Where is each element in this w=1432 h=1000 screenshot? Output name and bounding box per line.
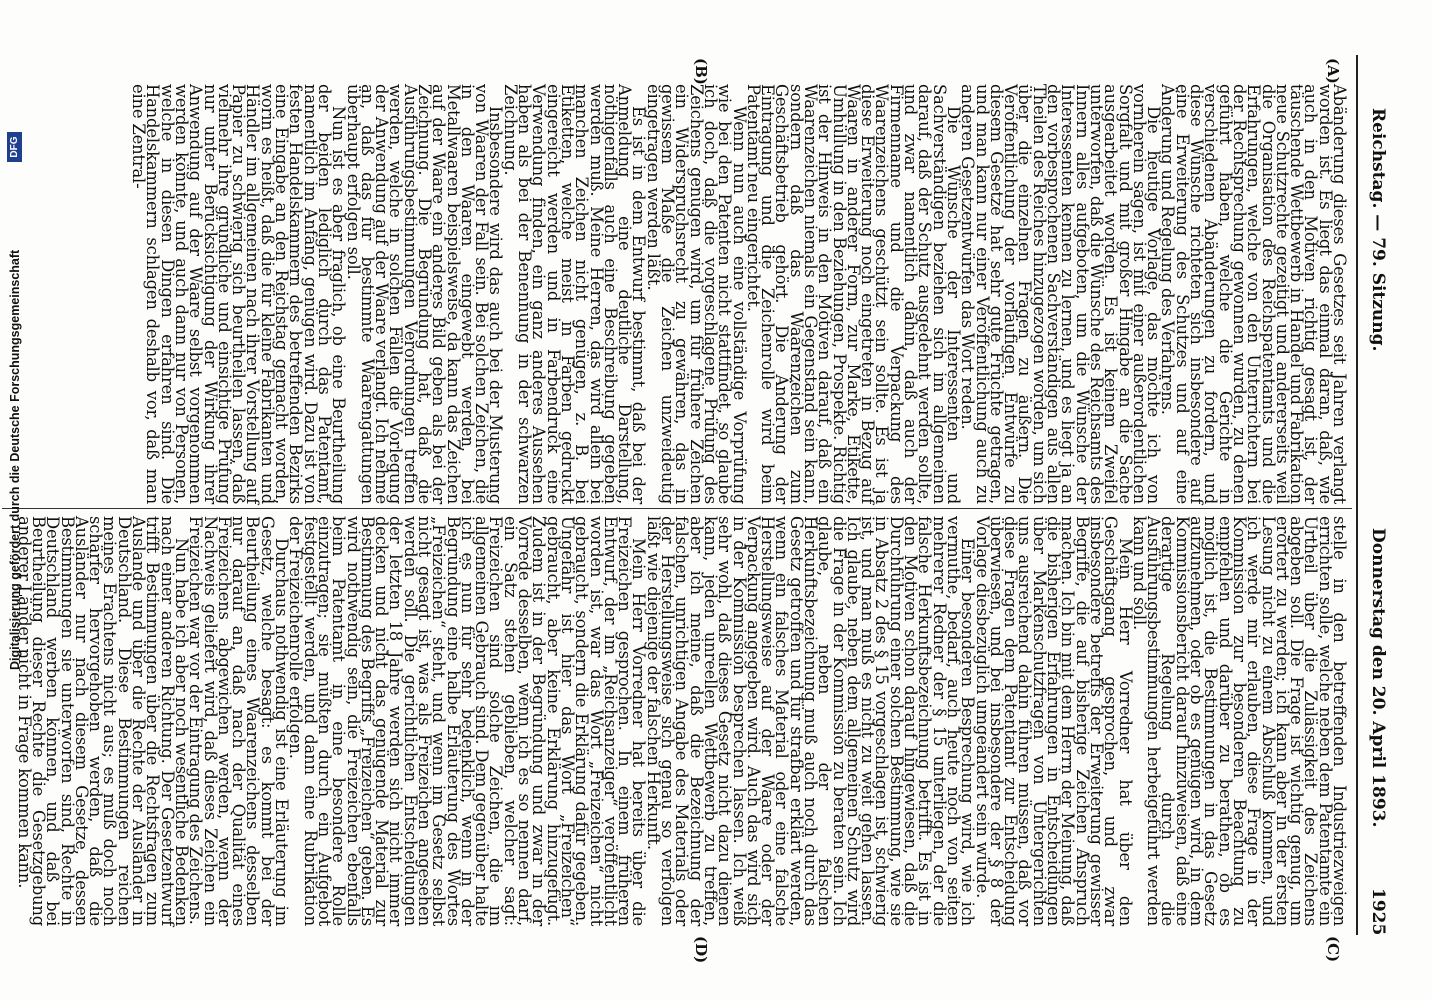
- paragraph: Mein Herr Vorredner hat über den Geschäftsgang gesprochen, und zwar insbesondere betreffs der Erweiterung gewisser Begriffe, die auf bisherige Zeichen Anspruch machen. Ich bin mit dem Herrn der Meinung, daß die bisherigen Erfahrungen in Entscheidungen über Markenschutzfragen von Untergerichten uns ausreichend dahin führen müssen, daß vor diese Fragen dem Patentamt zur Entscheidung überwiesen, und bei insbesondere der § 8 der Vorlage diesbezüglich umgeändert sein würde.: [972, 516, 1135, 926]
- paragraph: Nun ist es aber fraglich, ob eine Beurtheilung der beiden lediglich durch das Patentamt, namentlich im Anfang, genügen wird. Dazu ist von festen Handelskammern des betreffenden Bezirks eine Eingabe an den Reichstag gemacht worden, worin es heißt, daß die für kleine Fabrikanten und Händler im allgemeinen nach ihrer Vorstellung auf Papier zu schwierig sich beurtheilen lassen, daß vielmehr ihre gründliche und einsichtige Prüfung nur unter Berücksichtigung der Wirkung ihrer Anwendung auf der Waare selbst vorgenommen werden könnte, und auch dann nur von Personen, welche in diesen Dingen erfahren sind. Die Handelskammern schlagen deshalb vor, daß man eine Zentral-: [129, 84, 349, 504]
- right-text-column: [0, 516, 1349, 926]
- paragraph: Abänderung dieses Gesetzes seit Jahren verlangt worden ist. Es liegt das einmal daran, daß, wie auch in den Motiven richtig gesagt ist, der täuschende Wettbewerb in Handel und Fabrikation neue Schutzrechte gezeitigt und andererseits weil die Organisation des Reichspatentamts und die Erfahrungen, welche von den Unterrichtern bei der Rechtsprechung gewonnen wurden, zu denen geführt haben, welche die Gerichte in verschiedenen Abänderungen zu fordern, und diese Wünsche richteten sich insbesondere auf eine Erweiterung des Schutzes und auf eine Änderung und Regelung des Verfahrens.: [1158, 84, 1349, 504]
- paragraph: Die Wünsche der Interessenten und Sachverständigen beziehen sich im allgemeinen darauf, daß der Schutz ausgedehnt werden sollte, und zwar namentlich dahin, daß auch der Firmenname und die Verpackung des Waarenzeichens geschützt sein sollte. Es ist ja diese Erweiterung noch eingetreten in Bezug auf Waaren in anderer Form, zur Marke, Etikette, Umhüllung in den Beziehungen, Prospekte. Richtig ist der Hinweis in den Motiven darauf, daß ein Waarenzeichen niemals ein Gegenstand sein kann, sondern daß das Waarenzeichen zum Geschäftsbetrieb gehört. Die Änderung der Eintragung und die Zeichenrolle wird beim Patentamt neu eingerichtet.: [743, 84, 963, 504]
- paragraph: stelle in den betreffenden Industriezweigen errichten solle, welche neben dem Patentamte ein Urtheil über die Zulässigkeit des Zeichens abgeben soll. Die Frage ist wichtig genug, um erörtert zu werden; ich kann aber in der ersten Lesung nicht zu einem Abschluß kommen, und ich werde mir erlauben, diese Frage in der Kommission zur besonderen Beachtung zu empfehlen und darüber zu berathen, ob es möglich ist, die Bestimmungen in das Gesetz aufzunehmen, oder ob es genügen wird, in dem Kommissionsbericht darauf hinzuweisen, daß eine derartige Regelung durch die Ausführungsbestimmungen herbeigeführt werden kann und soll.: [1129, 516, 1349, 926]
- paragraph: Es ist in dem Entwurf bestimmt, daß bei der Anmeldung eine deutliche Darstellung, nöthigenfalls auch eine Beschreibung gegeben werden muß. Meine Herren, das wird allein bei manchen Zeichen nicht genügen, z. B. bei Etiketten, welche meist in Farben gedruckt eingereicht werden und in Farbendruck eine Verwendung finden, ein ganz anderes Aussehen haben als bei der Benennung in der schwarzen Zeichnung.: [500, 84, 649, 504]
- header-rule: [1356, 55, 1358, 935]
- left-text-column: [0, 84, 1349, 504]
- footer-strip: [0, 0, 30, 1000]
- header-center: Donnerstag den 20. April 1893.: [1368, 528, 1388, 828]
- column-divider: [2, 508, 1352, 509]
- page-number: 1925: [1368, 888, 1388, 936]
- footer-text: Digitalisierung gefördert durch die Deutsche Forschungsgemeinschaft: [8, 249, 22, 670]
- margin-mark-a: (A): [1324, 58, 1342, 84]
- page-header: [1358, 0, 1388, 1000]
- margin-mark-c: (C): [1324, 936, 1342, 963]
- paragraph: Mein Herr Vorredner hat bereits über die Freizeichen gesprochen. In einem früheren Entwurf, der im „Reichsanzeiger“ veröffentlicht worden ist, war das Wort „Freizeichen“ nicht gebraucht, sondern die Erklärung dafür gegeben. Ungefähr ist hier das Wort „Freizeichen“ gebraucht, aber keine Erklärung hinzugefügt. Zudem ist in der Begründung und zwar in der Vorrede desselben, wenn ich es so nennen darf, ein Satz stehen geblieben, welcher sagt: Freizeichen sind solche Zeichen, die im allgemeinen Gebrauch sind. Dem gegenüber halte ich es nun für sehr bedenklich, wenn in der Begründung eine halbe Erläuterung des Wortes „Freizeichen“ steht, und wenn im Gesetz selbst nicht gesagt ist, was als Freizeichen angesehen werden soll. Die gerichtlichen Entscheidungen der letzten 18 Jahre werden sich nicht immer decken und nicht das genügende Material zur Bestimmung des Begriffs „Freizeichen“ geben. Es wird nothwendig sein, die Freizeichen ebenfalls beim Patentamt in eine besondere Rolle einzutragen; sie müßten durch ein Aufgebot festgestellt werden, und dann eine Rubrikation der Freizeichenrolle erfolgen.: [286, 516, 649, 926]
- header-left: Reichstag. — 79. Sitzung.: [1368, 108, 1388, 352]
- paragraph: Nun habe ich aber noch wesentliche Bedenken nach einer anderen Richtung. Der Gesetzentwurf trifft Bestimmungen über die Rechtsfragen zum Auslande und über die Rechte der Ausländer in Deutschland. Diese Bestimmungen reichen meines Erachtens nicht aus; es muß doch noch schärfer hervorgehoben werden, daß die Ausländer nur nach diesem Gesetze, dessen Bestimmungen sie unterworfen sind, Rechte in Deutschland werben können, und daß bei Beurtheilung dieser Rechte die Gesetzgebung anderer Länder nicht in Frage kommen kann.: [14, 516, 191, 926]
- paragraph: Die heutige Vorlage, das möchte ich von vornherein sagen, ist mit einer außerordentlichen Sorgfalt und mit großer Hingabe an die Sache ausgearbeitet worden. Es ist keinem Zweifel unterworfen, daß die Wünsche des Reichsamts des Innern alles aufgeboten, um die Wünsche der Interessenten kennen zu lernen, und es liegt ja an den vorbesprochenen Sachverständigen aus allen Theilen des Reiches hinzugezogen worden, um sich über die einzelnen Fragen zu äußern. Die Veröffentlichung der vorläufigen Entwürfe zu diesem Gesetze hat sehr gute Früchte getragen, und man kann nur einer Veröffentlichung auch zu anderen Gesetzentwürfen das Wort reden.: [958, 84, 1164, 504]
- paragraph: Wenn nun auch eine vollständige Vorprüfung wie bei den Patenten nicht stattfindet, so glaube ich doch, daß die vorgeschlagene Prüfung des Zeichens genügen wird, um für frühere Zeichen ein Widerspruchsrecht zu gewähren, das in gewissem Maße die Zeichen unzweideutig eingetragen werden läßt.: [643, 84, 749, 504]
- margin-mark-b: (B): [692, 58, 710, 85]
- paragraph: Einer besonderen Besprechung wird, wie ich vermuthe, bedarf, auch heute noch von seiten mehrerer Redner der § 15 unterliegen, der die falsche Herkunftsbezeichnung betrifft. Es ist in den Motiven schon darauf hingewiesen, daß die Durchführung einer solchen Bestimmung, wie sie in Absatz 2 des § 15 vorgeschlagen ist, schwierig ist, und man muß es nicht zu weit gehen lassen. Ich glaube, neben dem allgemeinen Schutz wird die Frage in der Kommission zu beraten sein. Ich glaube, neben der falschen Herkunftsbezeichnung muß auch noch durch das Gesetz getroffen und für strafbar erklärt werden, wenn ein falsches Material oder eine falsche Herstellungsweise auf der Waare oder der Verpackung angegeben wird. Auch das wird sich in der Kommission besprechen lassen. Ich weiß sehr wohl, daß dieses Gesetz nicht dazu dienen kann, jeden unreellen Wettbewerb zu treffen, aber ich meine, daß die Bezeichnung der falschen, unrichtigen Angabe des Materials oder der Herstellungsweise sich genau so verfolgen läßt wie diejenige der falschen Herkunft.: [643, 516, 978, 926]
- margin-mark-d: (D): [692, 936, 710, 964]
- digitization-credit: [0, 0, 30, 1000]
- paragraph: Durchaus nothwendig ist eine Erläuterung im Gesetz, welche besagt: es kommt bei der Beurtheilung eines Waarenzeichens desselben nur darauf an, daß nach der Qualität eines Freizeichens abgewichen werden, wenn der Nachweis geliefert wird, daß dieses Zeichen ein Freizeichen war vor der Eintragung des Zeichens.: [186, 516, 292, 926]
- paragraph: Insbesondere wird das auch bei der Musterung von Waaren der Fall sein. Bei solchen Zeichen, die in den Waaren eingewebt werden, bei Metallwaaren beispielsweise, da kann das Zeichen auf der Waare ein anderes Bild geben als bei der Zeichnung. Die Begründung hat, daß die Ausführungsbestimmungen Verordnungen treffen werden, welche in solchen Fällen die Vorlegung der Anwendung auf der Waare verlangt. Ich nehme an, daß das für bestimmte Waarengattungen überhaupt erfolgen soll.: [343, 84, 506, 504]
- dfg-logo: DFG: [7, 132, 22, 162]
